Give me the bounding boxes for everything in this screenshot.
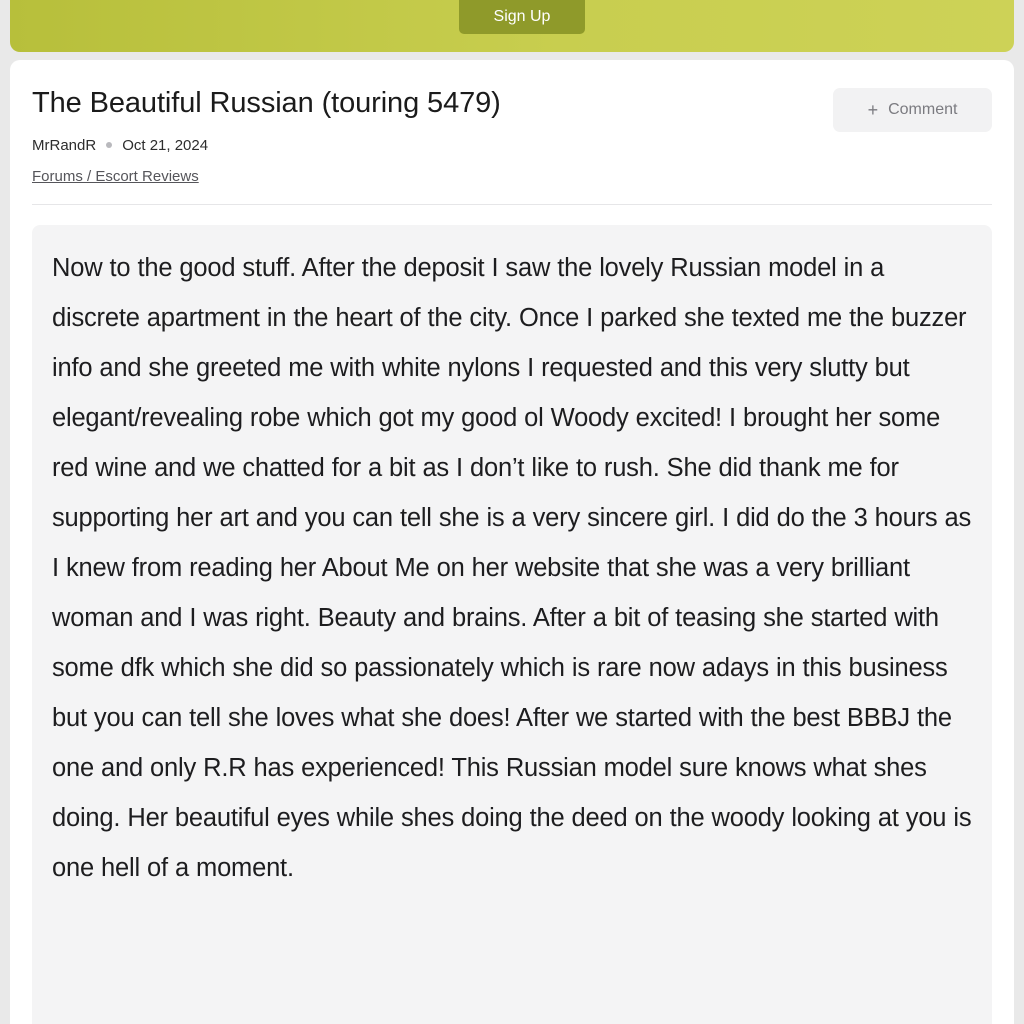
page-title: The Beautiful Russian (touring 5479) <box>32 87 501 119</box>
sign-up-label: Sign Up <box>493 8 551 25</box>
comment-button-label: Comment <box>888 101 958 118</box>
post-date: Oct 21, 2024 <box>122 136 209 154</box>
author-name[interactable]: MrRandR <box>32 136 97 154</box>
meta-separator-dot <box>106 142 112 148</box>
post-body <box>32 225 992 1024</box>
comment-button[interactable] <box>833 88 992 132</box>
top-banner <box>10 0 1014 52</box>
header-divider <box>32 204 992 205</box>
breadcrumb[interactable]: Forums / Escort Reviews <box>32 167 199 185</box>
plus-icon: + <box>867 100 879 120</box>
thread-header <box>32 60 992 205</box>
post-text: Now to the good stuff. After the deposit I saw the lovely Russian model in a discrete apartment in the heart of the city. Once I parked she texted me the buzzer info and she greeted me with white nylons I requested and this very slutty but elegant/revealing robe which got my good ol Woody excited! I brought her some red wine and we chatted for a bit as I don’t like to rush. She did thank me for supporting her art and you can tell she is a very sincere girl. I did do the 3 hours as I knew from reading her About Me on her website that she was a very brilliant woman and I was right. Beauty and brains. After a bit of teasing she started with some dfk which she did so passionately which is rare now adays in this business but you can tell she loves what she does! After we started with the best BBBJ the one and only R.R has experienced! This Russian model sure knows what shes doing. Her beautiful eyes while shes doing the deed on the woody looking at you is one hell of a moment. <box>52 253 972 882</box>
thread-card <box>10 60 1014 1024</box>
post-meta <box>32 137 992 154</box>
sign-up-button[interactable] <box>459 0 585 34</box>
